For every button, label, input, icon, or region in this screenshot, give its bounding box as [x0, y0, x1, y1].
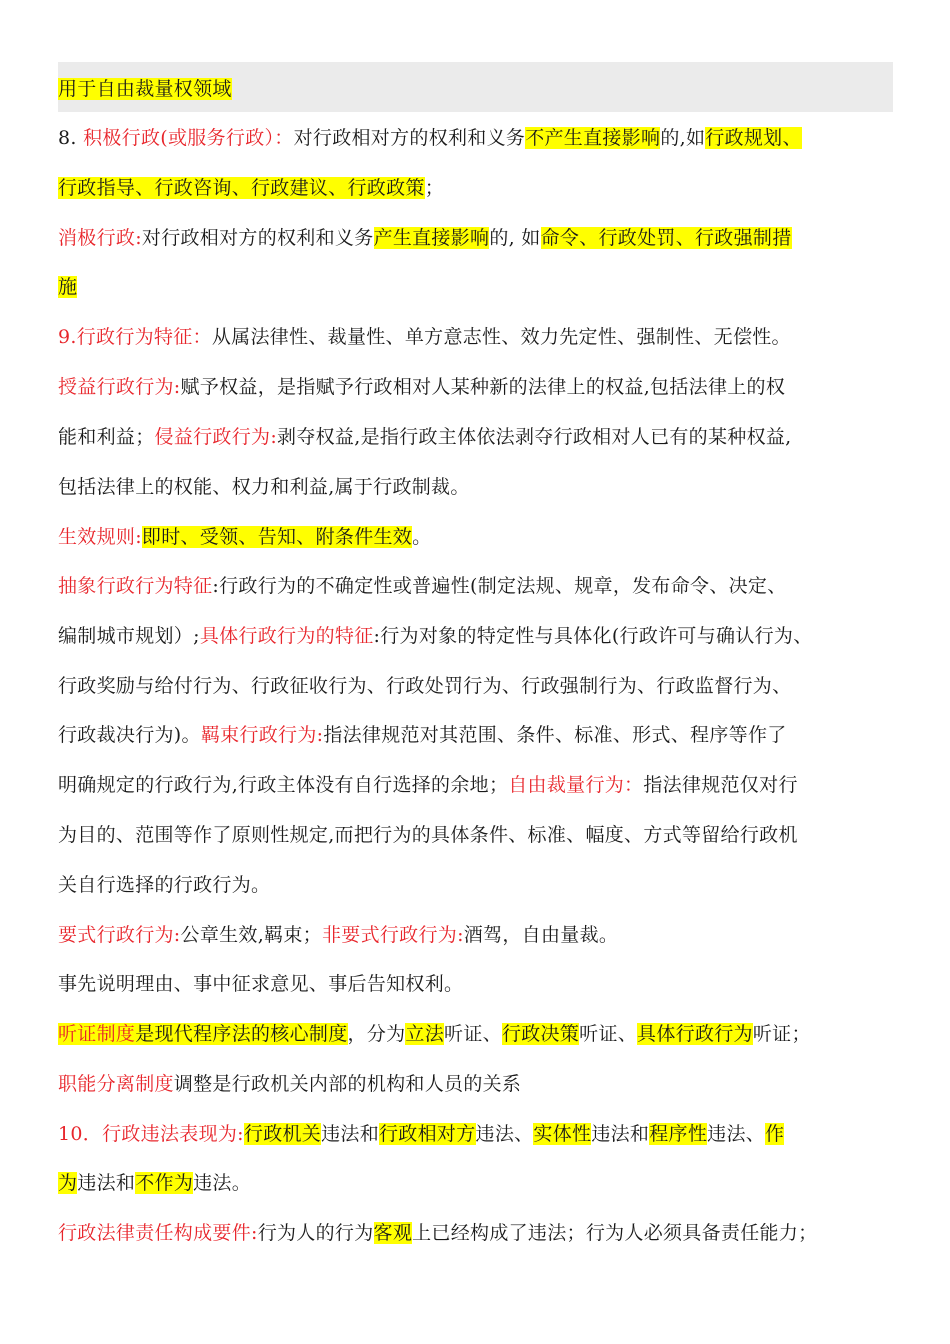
text-span: 违法。	[193, 1172, 252, 1194]
text-line	[58, 119, 910, 157]
text-span: :行政行为的不确定性或普遍性(制定法规、规章，发布命令、决定、	[212, 575, 787, 597]
highlighted-text-span: 实体性	[533, 1123, 592, 1145]
text-span: 违法和	[591, 1123, 650, 1145]
text-span: 听证、	[444, 1023, 502, 1045]
term-text-span: 具体行政行为的特征	[199, 625, 374, 647]
text-line	[58, 70, 910, 108]
highlighted-text-span: 即时、受领、告知、附条件生效	[141, 526, 413, 548]
text-line	[58, 1065, 910, 1103]
text-line	[58, 1115, 910, 1153]
text-span: 公章生效,羁束；	[180, 924, 322, 946]
text-span: 明确规定的行政行为,行政主体没有自行选择的余地；	[58, 774, 509, 796]
term-text-span: 消极行政:	[58, 227, 142, 249]
text-line	[58, 617, 910, 655]
highlighted-text-span: 是现代程序法的核心制度	[135, 1023, 348, 1045]
text-line	[58, 816, 910, 854]
highlighted-text-span: 用于自由裁量权领域	[58, 78, 232, 100]
text-span: 行政奖励与给付行为、行政征收行为、行政处罚行为、行政强制行为、行政监督行为、	[58, 675, 792, 697]
text-span: 。	[412, 526, 432, 548]
text-span: 的,如	[660, 127, 706, 149]
highlighted-text-span: 具体行政行为	[637, 1023, 753, 1045]
text-span: 能和利益；	[58, 426, 155, 448]
term-text-span: 羁束行政行为:	[200, 724, 324, 746]
text-span: 包括法律上的权能、权力和利益,属于行政制裁。	[58, 476, 470, 498]
term-text-span: 积极行政(或服务行政）：	[83, 127, 294, 149]
term-text-span: 抽象行政行为特征	[58, 575, 213, 597]
text-line	[58, 268, 910, 306]
text-span: 编制城市规划）;	[58, 625, 200, 647]
text-span: :行为对象的特定性与具体化(行政许可与确认行为、	[373, 625, 813, 647]
text-line	[58, 1214, 910, 1252]
text-line	[58, 716, 910, 754]
text-span: ；	[424, 177, 445, 199]
highlighted-text-span: 行政决策	[501, 1023, 580, 1045]
text-span: 从属法律性、裁量性、单方意志性、效力先定性、强制性、无偿性。	[211, 326, 791, 348]
term-text-span: 非要式行政行为:	[321, 924, 464, 946]
text-span: 赋予权益，是指赋予行政相对人某种新的法律上的权益,包括法律上的权	[180, 376, 786, 398]
text-line	[58, 866, 910, 904]
text-line	[58, 169, 910, 207]
text-line	[58, 667, 910, 705]
text-span: 关自行选择的行政行为。	[58, 874, 271, 896]
text-span: 酒驾，自由量裁。	[463, 924, 619, 946]
text-line	[58, 368, 910, 406]
text-line	[58, 418, 910, 456]
term-text-span: 授益行政行为:	[58, 376, 181, 398]
text-span: 指法律规范对其范围、条件、标准、形式、程序等作了	[323, 724, 787, 746]
text-span: 听证；	[752, 1023, 811, 1045]
text-line	[58, 318, 910, 356]
text-line	[58, 1164, 910, 1202]
highlighted-text-span: 行政规划、	[705, 127, 802, 149]
text-span: 指法律规范仅对行	[643, 774, 798, 796]
term-text-span: 侵益行政行为:	[154, 426, 278, 448]
text-span: 为目的、范围等作了原则性规定,而把行为的具体条件、标准、幅度、方式等留给行政机	[58, 824, 798, 846]
text-span: 听证、	[579, 1023, 638, 1045]
text-line	[58, 219, 910, 257]
text-span: 违法和	[321, 1123, 379, 1145]
text-line	[58, 567, 910, 605]
term-text-span: 行政法律责任构成要件:	[58, 1222, 258, 1244]
highlighted-text-span: 行政指导、行政咨询、行政建议、行政政策	[58, 177, 425, 199]
text-span: 违法、	[707, 1123, 766, 1145]
highlighted-text-span: 行政相对方	[379, 1123, 476, 1145]
highlighted-text-span: 立法	[405, 1023, 445, 1045]
text-span: 违法、	[475, 1123, 534, 1145]
text-span: 的, 如	[489, 227, 541, 249]
text-span: 对行政相对方的权利和义务	[293, 127, 526, 149]
highlighted-text-span: 客观	[373, 1222, 413, 1244]
highlighted-text-span: 命令、行政处罚、行政强制措	[540, 227, 792, 249]
text-span: 8.	[58, 127, 84, 149]
text-line	[58, 766, 910, 804]
highlighted-text-span: 行政机关	[243, 1123, 322, 1145]
text-span: 对行政相对方的权利和义务	[141, 227, 374, 249]
term-text-span: 10．行政违法表现为:	[58, 1123, 244, 1145]
term-text-span: 职能分离制度	[58, 1073, 174, 1095]
highlighted-text-span: 不作为	[135, 1172, 194, 1194]
text-line	[58, 965, 910, 1003]
text-span: 剥夺权益,是指行政主体依法剥夺行政相对人已有的某种权益,	[277, 426, 792, 448]
text-line	[58, 518, 910, 556]
text-span: 违法和	[77, 1172, 136, 1194]
text-line	[58, 1015, 910, 1053]
highlighted-text-span: 作	[765, 1123, 785, 1145]
text-line	[58, 916, 910, 954]
term-text-span: 生效规则:	[58, 526, 142, 548]
highlighted-term-text-span: 听证制度	[58, 1023, 136, 1045]
text-span: ，分为	[347, 1023, 406, 1045]
highlighted-text-span: 产生直接影响	[373, 227, 490, 249]
text-span: 上已经构成了违法；行为人必须具备责任能力；	[412, 1222, 818, 1244]
highlighted-text-span: 为	[58, 1172, 78, 1194]
text-span: 事先说明理由、事中征求意见、事后告知权利。	[58, 973, 464, 995]
highlighted-text-span: 程序性	[649, 1123, 708, 1145]
term-text-span: 要式行政行为:	[58, 924, 181, 946]
text-span: 调整是行政机关内部的机构和人员的关系	[173, 1073, 522, 1095]
term-text-span: 自由裁量行为：	[508, 774, 644, 796]
text-span: 行政裁决行为)。	[58, 724, 201, 746]
term-text-span: 9.行政行为特征：	[58, 326, 212, 348]
highlighted-text-span: 施	[58, 276, 78, 298]
text-span: 行为人的行为	[257, 1222, 374, 1244]
highlighted-text-span: 不产生直接影响	[525, 127, 661, 149]
text-line	[58, 468, 910, 506]
